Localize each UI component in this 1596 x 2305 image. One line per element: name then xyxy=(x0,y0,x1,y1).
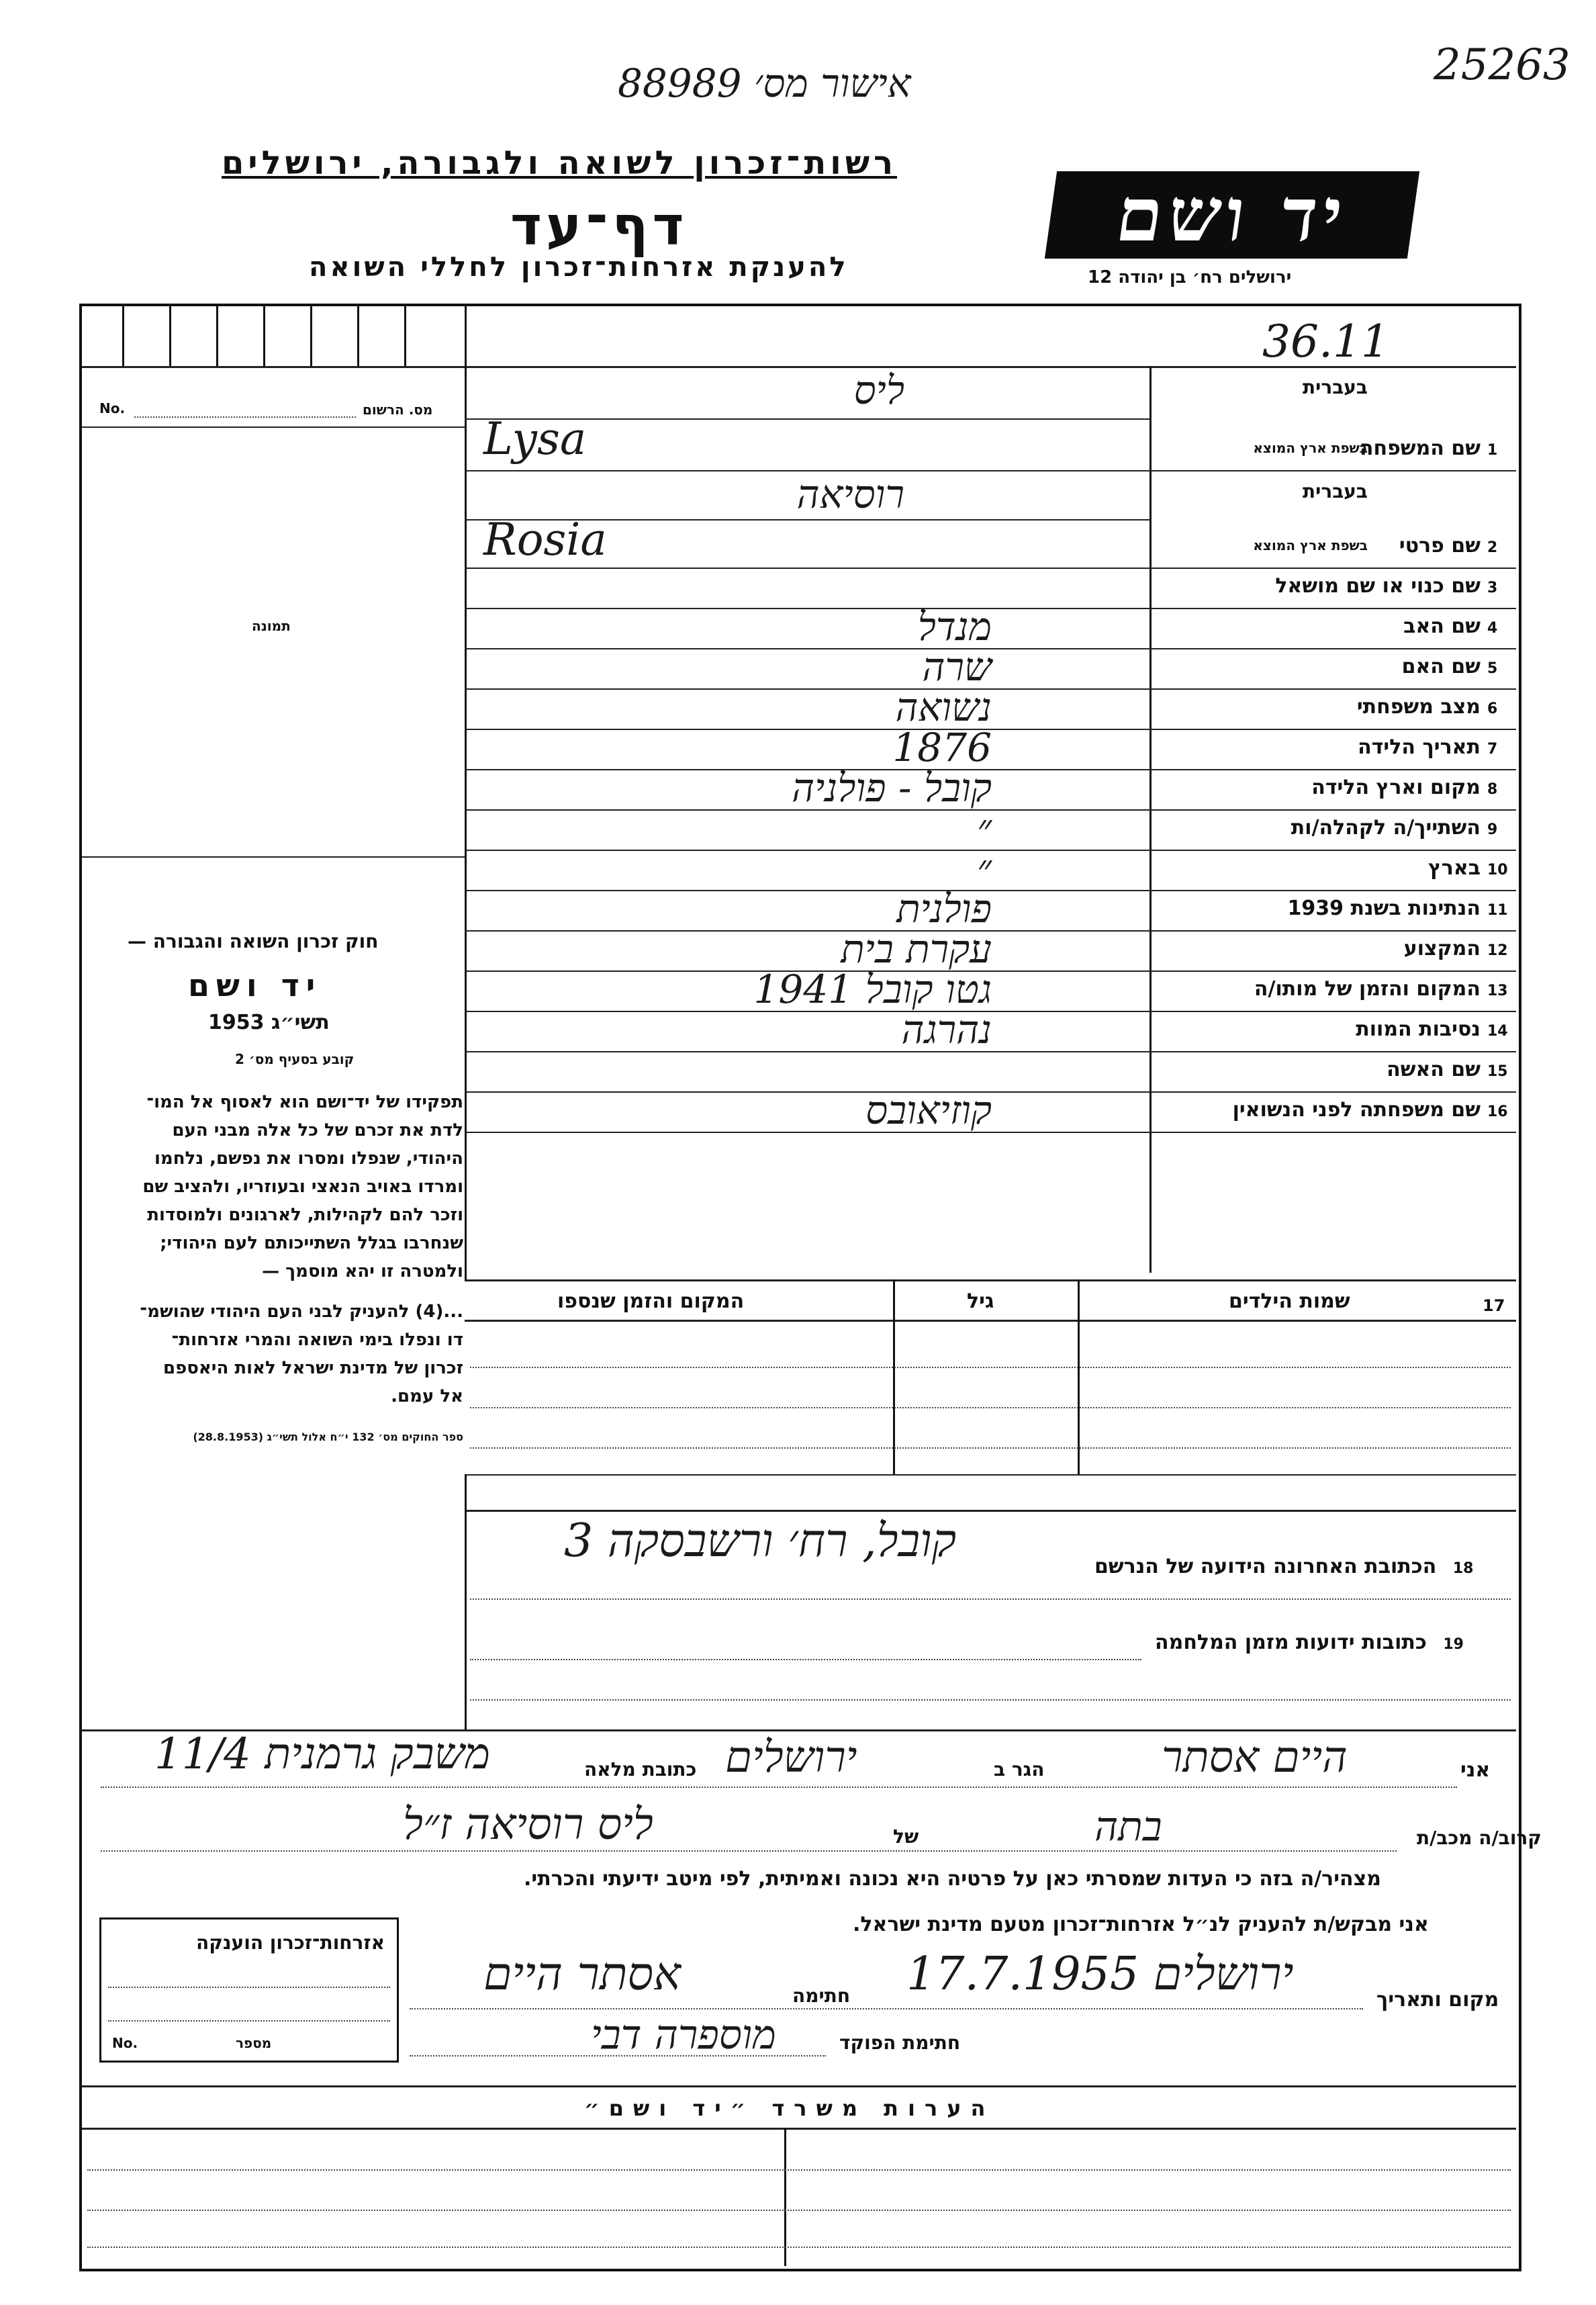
decl-of-label: של xyxy=(893,1825,919,1848)
children-row-3 xyxy=(470,1447,1511,1449)
field-label: השתייך/ה לקהלה/ות xyxy=(1290,816,1481,840)
field-number: 6 xyxy=(1487,700,1498,717)
field-sublabel-origin: בשפת ארץ המוצא xyxy=(1253,537,1368,553)
grant-line-2 xyxy=(108,2020,390,2022)
approval-number: אישור מס׳ 88989 xyxy=(618,60,911,106)
decl-officer-label: חתימת הפוקד xyxy=(839,2032,961,2054)
field-label: שם האשה xyxy=(1387,1058,1481,1081)
field-number: 1 xyxy=(1487,442,1498,459)
field18-label xyxy=(1094,1555,1473,1578)
grant-no-label: No. xyxy=(112,2035,138,2051)
notes-line-3 xyxy=(87,2247,1511,2248)
law-year: תשי״ג 1953 xyxy=(208,1011,330,1034)
field19-line-2 xyxy=(470,1699,1511,1701)
decl-place-date: ירושלים 17.7.1955 xyxy=(906,1948,1294,2001)
field-sublabel-hebrew: בעברית xyxy=(1302,376,1368,398)
field-number: 12 xyxy=(1487,942,1508,959)
field-value: ״ xyxy=(976,805,992,851)
grant-number-label: מספר xyxy=(236,2035,272,2051)
field-number: 8 xyxy=(1487,781,1498,798)
left-column-divider xyxy=(465,306,467,1280)
notes-col-divider xyxy=(784,2128,786,2266)
registration-label: מס. הרשום xyxy=(363,402,433,418)
field-label: שם כנוי או שם מושאל xyxy=(1275,574,1481,598)
field-value: עקרת בית xyxy=(841,926,992,972)
notes-line-1 xyxy=(87,2169,1511,2171)
field19-num: 19 xyxy=(1443,1636,1464,1653)
field-value: שרה xyxy=(922,644,992,690)
field-sublabel-origin: בשפת ארץ המוצא xyxy=(1253,440,1368,456)
children-col-place: המקום והזמן שנספו xyxy=(557,1290,745,1313)
registration-no: No. xyxy=(99,400,126,416)
field-label: בארץ xyxy=(1427,856,1481,880)
children-bottom xyxy=(465,1474,1516,1476)
decl-of-name: ליס רוסיאה ז״ל xyxy=(403,1800,653,1850)
form-title: דף־עד xyxy=(510,195,688,257)
field-number: 2 xyxy=(1487,539,1498,556)
field-value: ״ xyxy=(976,846,992,891)
form-subtitle: להענקת אזרחות־זכרון לחללי השואה xyxy=(309,252,849,283)
decl-lives-label: הגר ב xyxy=(994,1758,1045,1780)
field-label: מצב משפחתי xyxy=(1356,695,1481,719)
field-value: נהרגה xyxy=(901,1007,992,1052)
file-number: 25263 xyxy=(1434,40,1570,90)
notes-top xyxy=(82,2085,1516,2087)
children-row-2 xyxy=(470,1407,1511,1408)
field-number: 3 xyxy=(1487,580,1498,596)
registration-boxes xyxy=(82,306,465,366)
authority-title: רשות־זכרון לשואה ולגבורה, ירושלים xyxy=(222,144,898,182)
law-text: תפקידו של יד־ושם הוא לאסוף אל המו־ לדת את זכרם של כל אלה מבני העם היהודי, שנפלו ומסרו את נפשם, נלחמו ומרדו באויב הנאצי ובעוזריו, ולהציב שם וזכר להם לקהילות, לארגונים ולמוסדות שנחרבו בגלל השתייכותם לעם היהודי; ולמטרה זו יהא מוסמך — ...(4) להעניק לבני העם היהודי שהושמ־ דו ונפלו בימי השואה והמרי אזרחות־ זכרון של מדינת ישראל לאות היאספם אל עמם. ספר החוקים מס׳ 132 י״ח אלול תשי״ג (28.8.1953) xyxy=(140,1092,463,1443)
field-value-origin: Rosia xyxy=(483,514,607,566)
record-mark: 36.11 xyxy=(1262,316,1389,367)
children-header-divider xyxy=(465,1320,1516,1322)
field-number: 10 xyxy=(1487,862,1508,878)
decl-statement-1: מצהיר/ה בזה כי העדות שמסרתי כאן על פרטיה היא נכונה ואמיתית, לפי מיטב ידיעתי והכרתי. xyxy=(524,1867,1381,1891)
field-row-divider xyxy=(465,470,1516,471)
children-col-age: גיל xyxy=(967,1290,994,1313)
decl-relative-label: קרוב/ה מכב/ת xyxy=(1417,1827,1542,1849)
field-value: נשואה xyxy=(895,684,992,730)
law-heading: חוק זכרון השואה והגבורה — xyxy=(128,930,379,952)
field18-label-text: הכתובת האחרונה הידועה של הנרשם xyxy=(1094,1555,1437,1578)
label-column-divider xyxy=(1149,366,1152,1273)
decl-address-label: כתובת מלאה xyxy=(584,1758,697,1780)
photo-divider xyxy=(82,856,465,858)
decl-address: משבק גרמנית 11/4 xyxy=(154,1729,490,1779)
field-value: קובל - פולניה xyxy=(792,765,992,811)
decl-statement-2: אני מבקש/ת להעניק לנ״ל אזרחות־זכרון מטעם מדינת ישראל. xyxy=(853,1913,1429,1936)
children-col-divider-2 xyxy=(1078,1279,1080,1474)
decl-signature: אסתר היים xyxy=(483,1948,681,2001)
decl-line-2 xyxy=(101,1850,1397,1852)
field-sublabel-hebrew: בעברית xyxy=(1302,480,1368,502)
field-label: המקצוע xyxy=(1403,937,1481,960)
decl-line-4 xyxy=(410,2055,826,2057)
field-number: 13 xyxy=(1487,983,1508,999)
notes-line-2 xyxy=(87,2210,1511,2211)
decl-line-3 xyxy=(410,2008,1363,2009)
field18-top xyxy=(465,1510,1516,1512)
children-col-names: שמות הילדים xyxy=(1229,1290,1350,1313)
registration-divider xyxy=(82,426,465,428)
field-value: פולנית xyxy=(896,886,992,932)
field-value: ליס xyxy=(853,367,904,413)
field-number: 14 xyxy=(1487,1023,1508,1040)
grant-box-title: אזרחות־זכרון הוענקה xyxy=(196,1932,385,1954)
field-value: גטו קובל 1941 xyxy=(753,966,992,1012)
children-num: 17 xyxy=(1483,1296,1505,1315)
children-top xyxy=(465,1279,1516,1281)
field-label: המקום והזמן של מותו/ה xyxy=(1254,977,1481,1001)
field-label: שם האב xyxy=(1403,615,1481,638)
decl-officer-signature: מוספרה דבי xyxy=(591,2012,776,2059)
decl-relation: בתה xyxy=(1094,1803,1162,1850)
field-value-origin: Lysa xyxy=(483,413,587,465)
grant-box xyxy=(99,1917,399,2063)
field19-label-text: כתובות ידועות מזמן המלחמה xyxy=(1155,1631,1427,1654)
field18-value: קובל, רח׳ ורשבסקה 3 xyxy=(564,1515,957,1568)
field-label: שם משפחתה לפני הנשואין xyxy=(1232,1098,1481,1122)
field-label: נסיבות המוות xyxy=(1356,1018,1481,1041)
children-col-divider-1 xyxy=(893,1279,895,1474)
field-number: 4 xyxy=(1487,620,1498,637)
decl-ani: אני xyxy=(1460,1758,1491,1782)
institution-address: ירושלים רח׳ בן יהודה 12 xyxy=(1088,267,1292,287)
field-value: מנדל xyxy=(917,604,992,649)
decl-place-date-label: מקום ותאריך xyxy=(1376,1988,1499,2012)
office-notes-title: הערות משרד ״יד ושם״ xyxy=(584,2095,995,2121)
field-row-divider xyxy=(465,568,1516,569)
field-label: מקום וארץ הלידה xyxy=(1311,776,1481,799)
decl-name: היים אסתר xyxy=(1162,1733,1348,1782)
field-number: 16 xyxy=(1487,1103,1508,1120)
law-name: יד ושם xyxy=(188,967,322,1003)
decl-signature-label: חתימה xyxy=(792,1985,851,2007)
field18-line xyxy=(470,1598,1511,1600)
field-number: 9 xyxy=(1487,821,1498,838)
decl-line-1 xyxy=(101,1787,1457,1788)
field19-line-1 xyxy=(470,1659,1141,1660)
field-label: תאריך הלידה xyxy=(1358,735,1481,759)
photo-label: תמונה xyxy=(252,618,291,634)
field-label: שם פרטי xyxy=(1399,534,1481,557)
grant-line-1 xyxy=(108,1987,390,1988)
field-label: שם האם xyxy=(1401,655,1481,678)
field-label: הנתינות בשנת 1939 xyxy=(1287,897,1481,920)
field-label: שם המשפחה xyxy=(1359,437,1481,460)
field-number: 11 xyxy=(1487,902,1508,919)
field-value: 1876 xyxy=(892,725,992,770)
field18-num: 18 xyxy=(1452,1560,1474,1577)
notes-header-divider xyxy=(82,2128,1516,2130)
field-value: רוסיאה xyxy=(796,471,904,517)
field-value: קוזיאובס xyxy=(865,1087,992,1133)
children-row-1 xyxy=(470,1367,1511,1368)
field-number: 15 xyxy=(1487,1063,1508,1080)
registration-line xyxy=(134,416,356,418)
law-clause: קובע בסעיף מס׳ 2 xyxy=(235,1051,355,1067)
field-number: 5 xyxy=(1487,660,1498,677)
decl-city: ירושלים xyxy=(725,1733,857,1782)
field18-left xyxy=(465,1474,467,1729)
yad-vashem-logo: יד ושם xyxy=(1045,171,1419,259)
field-number: 7 xyxy=(1487,741,1498,758)
field19-label xyxy=(1155,1631,1464,1654)
